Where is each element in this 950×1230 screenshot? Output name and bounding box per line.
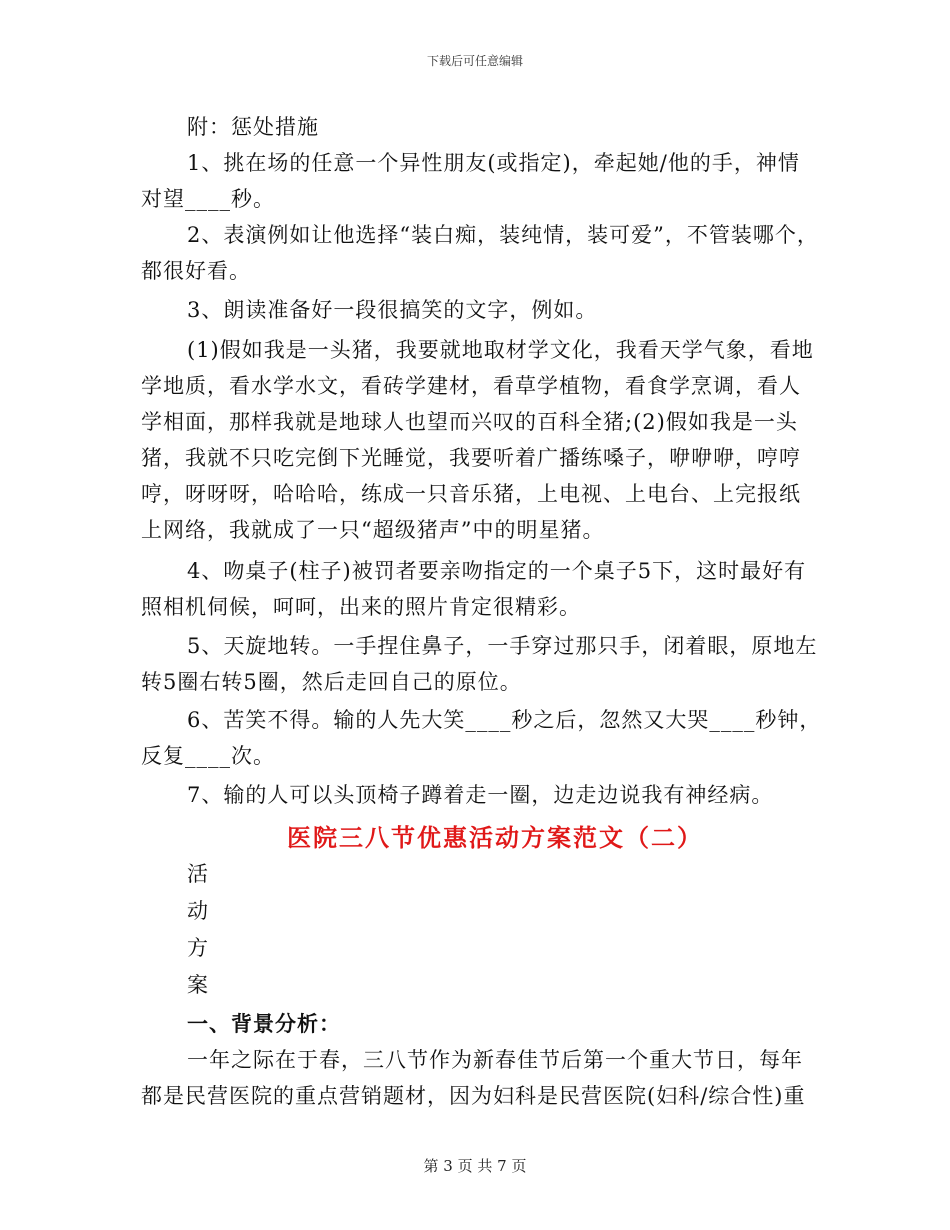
- paragraph-line: 6、苦笑不得。输的人先大笑____秒之后，忽然又大哭____秒钟，: [187, 708, 822, 732]
- vertical-char: 动: [187, 899, 209, 923]
- paragraph-line: 猪，我就不只吃完倒下光睡觉，我要听着广播练嗓子，咿咿咿，哼哼: [141, 446, 801, 470]
- page-footer: 第 3 页 共 7 页: [423, 1157, 527, 1175]
- paragraph-line: 哼，呀呀呀，哈哈哈，练成一只音乐猪，上电视、上电台、上完报纸: [141, 482, 801, 506]
- paragraph-line: 一年之际在于春，三八节作为新春佳节后第一个重大节日，每年: [187, 1048, 803, 1072]
- paragraph-line: 都很好看。: [141, 259, 251, 283]
- paragraph-line: 上网络，我就成了一只“超级猪声”中的明星猪。: [141, 518, 605, 542]
- paragraph-line: 1、挑在场的任意一个异性朋友(或指定)，牵起她/他的手，神情: [187, 151, 800, 175]
- penalty-heading: 附：惩处措施: [187, 115, 319, 139]
- vertical-char: 方: [187, 936, 209, 960]
- paragraph-line: 7、输的人可以头顶椅子蹲着走一圈，边走边说我有神经病。: [187, 783, 774, 807]
- paragraph-line: 4、吻桌子(柱子)被罚者要亲吻指定的一个桌子5下，这时最好有: [187, 559, 807, 583]
- paragraph-line: 转5圈右转5圈，然后走回自己的原位。: [141, 670, 522, 694]
- vertical-char: 活: [187, 862, 209, 886]
- paragraph-line: 反复____次。: [141, 744, 275, 768]
- paragraph-line: 学相面，那样我就是地球人也望而兴叹的百科全猪;(2)假如我是一头: [141, 410, 798, 434]
- vertical-char: 案: [187, 973, 209, 997]
- background-heading: 一、背景分析：: [187, 1011, 341, 1036]
- section-title: 医院三八节优惠活动方案范文（二）: [287, 823, 703, 852]
- paragraph-line: 都是民营医院的重点营销题材，因为妇科是民营医院(妇科/综合性)重: [141, 1084, 806, 1108]
- paragraph-line: 照相机伺候，呵呵，出来的照片肯定很精彩。: [141, 595, 581, 619]
- page-header: 下载后可任意编辑: [426, 54, 523, 68]
- paragraph-line: (1)假如我是一头猪，我要就地取材学文化，我看天学气象，看地: [187, 338, 814, 362]
- paragraph-line: 学地质，看水学水文，看砖学建材，看草学植物，看食学烹调，看人: [141, 374, 801, 398]
- paragraph-line: 2、表演例如让他选择“装白痴，装纯情，装可爱”，不管装哪个，: [187, 223, 819, 247]
- paragraph-line: 3、朗读准备好一段很搞笑的文字，例如。: [187, 298, 598, 322]
- paragraph-line: 对望____秒。: [141, 187, 275, 211]
- paragraph-line: 5、天旋地转。一手捏住鼻子，一手穿过那只手，闭着眼，原地左: [187, 634, 818, 658]
